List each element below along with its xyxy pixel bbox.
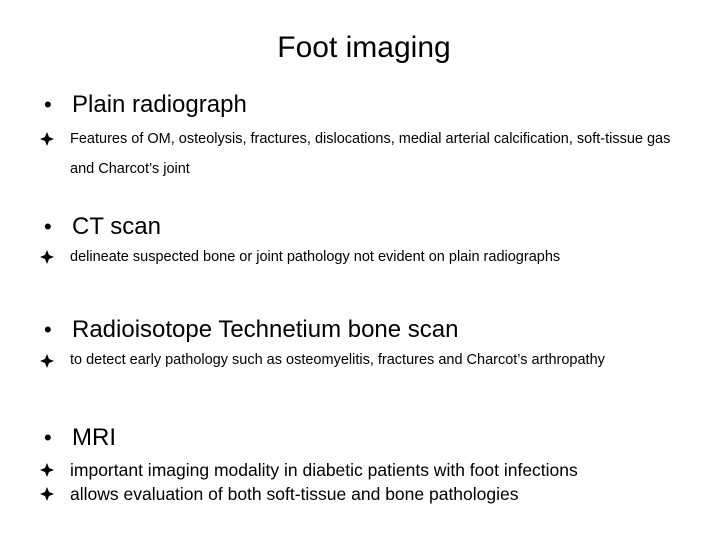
bullet-icon: • [44,214,52,239]
list-item: to detect early pathology such as osteomyelitis, fractures and Charcot’s arthropathy [46,351,606,391]
bullet-icon: • [44,92,52,117]
list-item: allows evaluation of both soft-tissue and bone pathologies [46,482,686,506]
diamond-bullet-icon [40,463,54,477]
diamond-bullet-icon [40,250,54,264]
list-item: delineate suspected bone or joint pathology not evident on plain radiographs [46,242,686,272]
slide: Foot imaging • Plain radiograph Features of OM, osteolysis, fractures, dislocations, medial arterial calcification, soft-tissue gas and Charcot’s joint • CT scan delineate suspected bone or joint pathology not evident on plain radiographs • Radioisotope Technetium bone scan to detect early pathology such as osteomyelitis, fractures and Charcot’s arthropathy • MRI important imaging modality in diabetic patients with foot infections allows evaluation of both soft-tissue and bone pathologies [0,0,728,546]
list-item: important imaging modality in diabetic patients with foot infections [46,458,686,482]
bullet-icon: • [44,425,52,450]
diamond-bullet-icon [40,487,54,501]
slide-title: Foot imaging [277,31,451,64]
bullet-icon: • [44,317,52,342]
diamond-bullet-icon [40,354,54,368]
list-item: Features of OM, osteolysis, fractures, dislocations, medial arterial calcification, soft-tissue gas and Charcot’s joint [46,124,686,184]
diamond-bullet-icon [40,132,54,146]
